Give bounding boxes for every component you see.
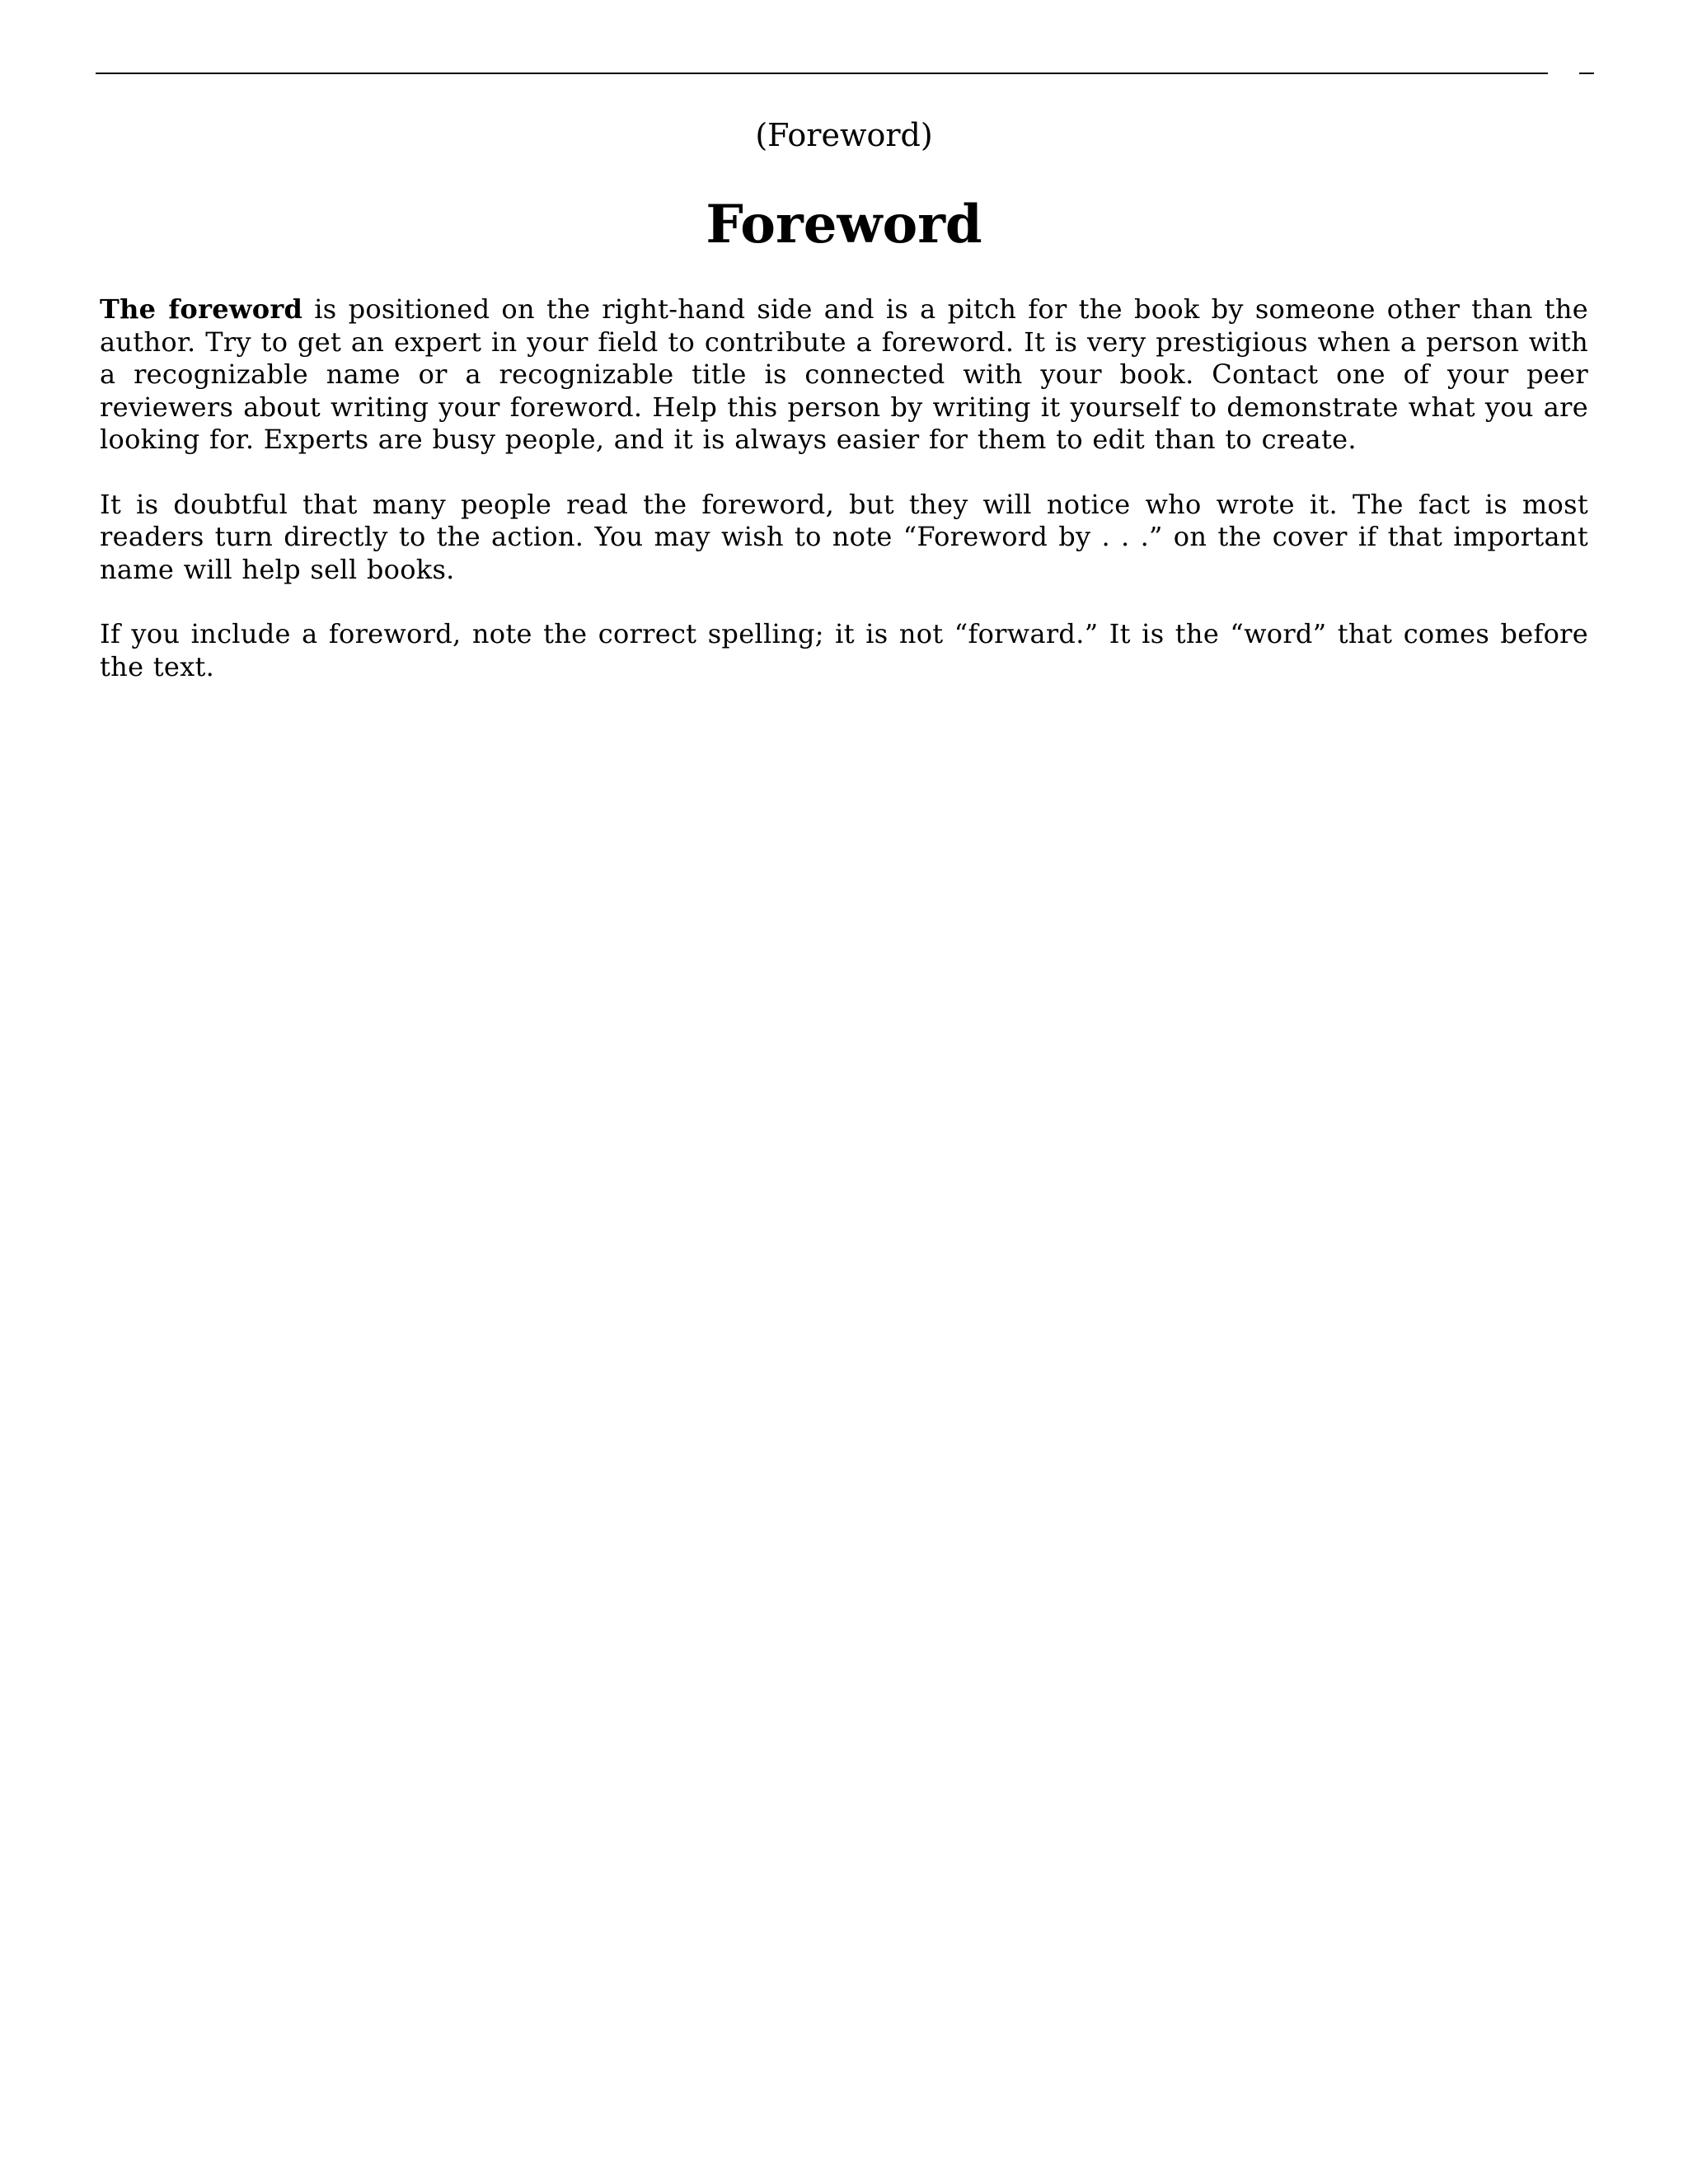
running-head: (Foreword): [755, 117, 933, 153]
body-text: [100, 293, 1588, 715]
paragraph-1-text: is positioned on the right-hand side and is a pitch for the book by someone other than the author. Try to get an expert in your field to contribute a foreword. It is very prestigious when a person with a recognizable name or a recognizable title is connected with your book. Contact one of your peer reviewers about writing your foreword. Help this person by writing it yourself to demonstrate what you are looking for. Experts are busy people, and it is always easier for them to edit than to create.: [100, 293, 1588, 455]
page-title: Foreword: [706, 194, 982, 255]
paragraph-1: [100, 293, 1588, 457]
header-rule: [96, 73, 1548, 74]
header-dash: [1579, 73, 1594, 74]
lead-term: The foreword: [100, 293, 303, 325]
paragraph-3: If you include a foreword, note the correct spelling; it is not “forward.” It is the “word” that comes before the text.: [100, 618, 1588, 682]
paragraph-2: It is doubtful that many people read the foreword, but they will notice who wrote it. The fact is most readers turn directly to the action. You may wish to note “Foreword by . . .” on the cover if that important name will help sell books.: [100, 488, 1588, 585]
